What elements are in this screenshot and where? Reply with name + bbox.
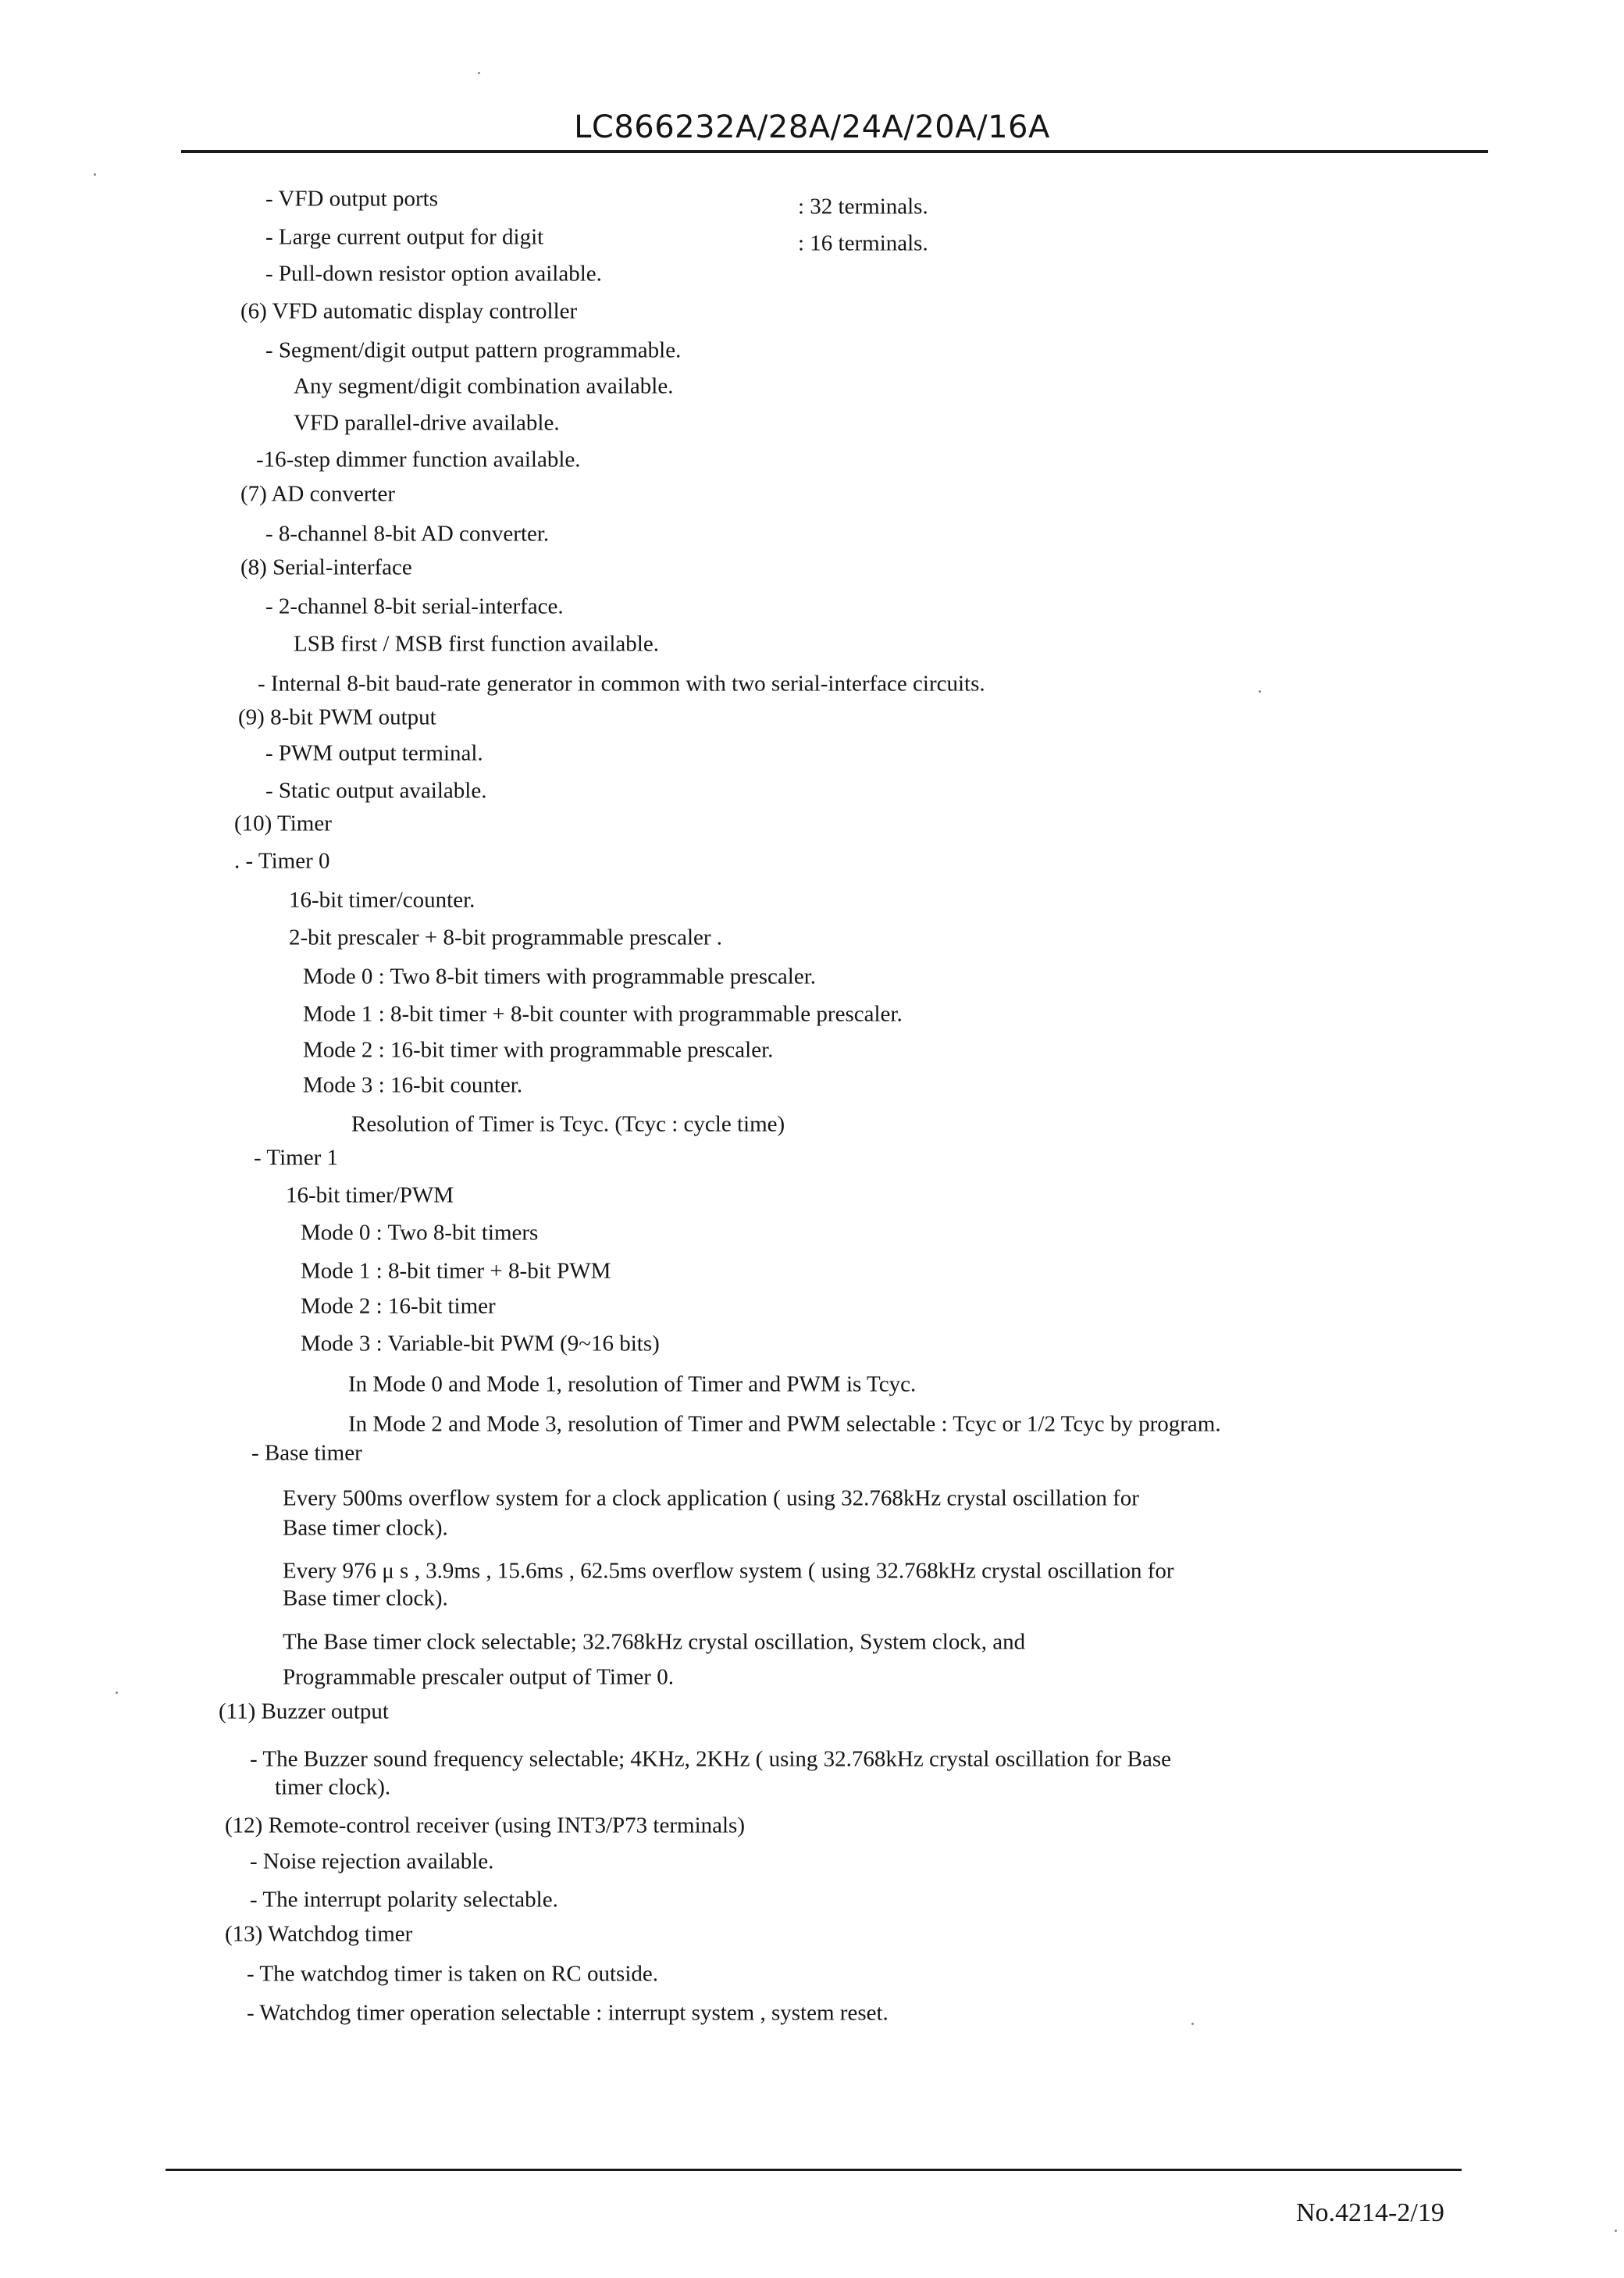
text-line: (8) Serial-interface (240, 554, 412, 580)
scan-speck (1615, 2230, 1617, 2232)
text-line: (6) VFD automatic display controller (240, 298, 578, 324)
text-line: timer clock). (275, 1774, 391, 1800)
text-line: - Pull-down resistor option available. (265, 261, 602, 287)
scan-speck (1191, 2023, 1194, 2025)
text-line: 16-bit timer/counter. (289, 887, 475, 913)
text-line: 2-bit prescaler + 8-bit programmable prescaler . (289, 925, 723, 950)
scan-speck (1259, 690, 1261, 693)
text-line: - Segment/digit output pattern programmable. (265, 337, 682, 363)
text-line: (13) Watchdog timer (225, 1921, 413, 1947)
text-line: - Internal 8-bit baud-rate generator in common with two serial-interface circuits. (258, 671, 985, 697)
text-line: Mode 1 : 8-bit timer + 8-bit counter with programmable prescaler. (303, 1001, 903, 1027)
text-line: -16-step dimmer function available. (256, 447, 581, 472)
scan-speck (116, 1692, 118, 1694)
text-line: VFD parallel-drive available. (294, 410, 560, 436)
text-line: Mode 1 : 8-bit timer + 8-bit PWM (301, 1258, 611, 1284)
text-line: - PWM output terminal. (265, 740, 483, 766)
text-line: - The Buzzer sound frequency selectable; 4KHz, 2KHz ( using 32.768kHz crystal oscillation for Base (250, 1746, 1172, 1772)
text-line: . - Timer 0 (234, 848, 330, 874)
text-line: Mode 2 : 16-bit timer with programmable prescaler. (303, 1037, 774, 1063)
text-line: Programmable prescaler output of Timer 0. (283, 1664, 674, 1690)
text-line: (12) Remote-control receiver (using INT3/P73 terminals) (225, 1813, 745, 1838)
text-line: - VFD output ports (265, 186, 439, 212)
text-line: 16-bit timer/PWM (286, 1182, 454, 1208)
text-line: Mode 0 : Two 8-bit timers (301, 1220, 539, 1246)
text-line: Base timer clock). (283, 1585, 448, 1611)
text-line: - The watchdog timer is taken on RC outside. (247, 1961, 659, 1987)
text-line: Mode 0 : Two 8-bit timers with programmable prescaler. (303, 964, 817, 989)
text-line: Resolution of Timer is Tcyc. (Tcyc : cycle time) (351, 1111, 785, 1137)
page-header-title: LC866232A/28A/24A/20A/16A (574, 109, 1050, 145)
text-line: (7) AD converter (240, 481, 396, 507)
text-line: Any segment/digit combination available. (294, 373, 674, 399)
text-line: Mode 2 : 16-bit timer (301, 1293, 496, 1319)
text-line: The Base timer clock selectable; 32.768kHz crystal oscillation, System clock, and (283, 1629, 1026, 1655)
text-line: Every 500ms overflow system for a clock application ( using 32.768kHz crystal oscillation for (283, 1485, 1139, 1511)
page-number: No.4214-2/19 (1296, 2198, 1444, 2227)
text-line: Base timer clock). (283, 1515, 448, 1541)
footer-rule (166, 2169, 1462, 2171)
text-line: - Watchdog timer operation selectable : interrupt system , system reset. (247, 2000, 889, 2026)
text-line: - Large current output for digit (265, 224, 544, 250)
text-line: (10) Timer (234, 811, 332, 836)
text-line: Mode 3 : 16-bit counter. (303, 1072, 523, 1098)
text-line: Mode 3 : Variable-bit PWM (9~16 bits) (301, 1331, 660, 1356)
text-line: - Noise rejection available. (250, 1848, 494, 1874)
text-line: In Mode 2 and Mode 3, resolution of Timer and PWM selectable : Tcyc or 1/2 Tcyc by program. (348, 1411, 1221, 1437)
text-line: Every 976 μ s , 3.9ms , 15.6ms , 62.5ms overflow system ( using 32.768kHz crystal oscillation for (283, 1558, 1174, 1584)
text-line: LSB first / MSB first function available. (294, 631, 659, 657)
text-line: (9) 8-bit PWM output (238, 704, 436, 730)
text-line: In Mode 0 and Mode 1, resolution of Timer and PWM is Tcyc. (348, 1371, 917, 1397)
text-line: - The interrupt polarity selectable. (250, 1887, 558, 1913)
scan-speck (478, 72, 480, 74)
text-line: - Timer 1 (254, 1145, 338, 1171)
text-line: - 2-channel 8-bit serial-interface. (265, 594, 564, 619)
scan-speck (94, 173, 96, 176)
text-line: - Static output available. (265, 778, 487, 804)
text-line: - Base timer (251, 1440, 362, 1466)
header-rule (181, 150, 1488, 153)
text-line: : 16 terminals. (798, 230, 928, 256)
text-line: : 32 terminals. (798, 194, 928, 219)
text-line: (11) Buzzer output (219, 1699, 389, 1724)
text-line: - 8-channel 8-bit AD converter. (265, 521, 550, 547)
